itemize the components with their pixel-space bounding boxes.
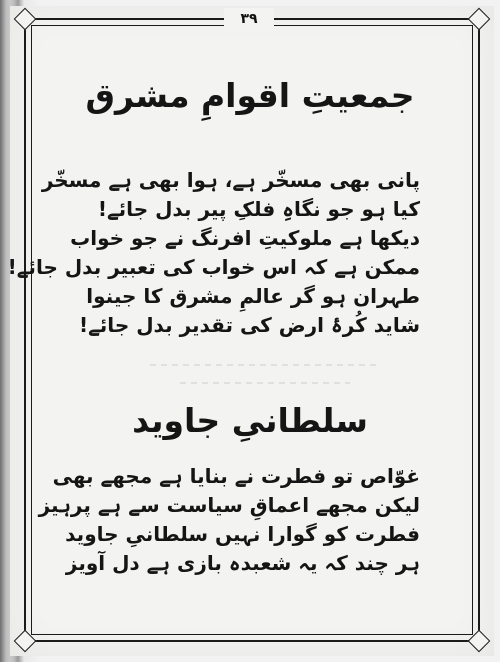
verse-line: پانی بھی مسخّر ہے، ہوا بھی ہے مسخّر	[41, 168, 420, 192]
bleed-through-mark	[180, 382, 350, 384]
verse-line: دیکھا ہے ملوکیتِ افرنگ نے جو خواب	[70, 226, 420, 250]
verse-line: ممکن ہے کہ اس خواب کی تعبیر بدل جائے!	[7, 255, 420, 279]
poem-1-stanza	[7, 166, 420, 340]
page-number-value: ۳۹	[240, 11, 258, 27]
verse-line: ہر چند کہ یہ شعبدہ بازی ہے دل آویز	[65, 551, 420, 575]
verse-line: طہران ہو گر عالمِ مشرق کا جینوا	[86, 284, 420, 308]
verse-line: شاید کُرۂ ارض کی تقدیر بدل جائے!	[78, 313, 420, 337]
verse-line: کیا ہو جو نگاہِ فلکِ پیر بدل جائے!	[97, 197, 420, 221]
bleed-through-mark	[150, 364, 380, 366]
page-number	[224, 8, 274, 32]
poem-1-title: جمعیتِ اقوامِ مشرق	[85, 76, 415, 115]
verse-line: لیکن مجھے اعماقِ سیاست سے ہے پرہیز	[38, 493, 420, 517]
verse-line: فطرت کو گوارا نہیں سلطانیِ جاوید	[65, 522, 420, 546]
book-page	[7, 6, 494, 656]
poem-2-title: سلطانیِ جاوید	[132, 401, 368, 440]
poem-2-stanza	[38, 462, 420, 578]
verse-line: غوّاص تو فطرت نے بنایا ہے مجھے بھی	[52, 464, 420, 488]
